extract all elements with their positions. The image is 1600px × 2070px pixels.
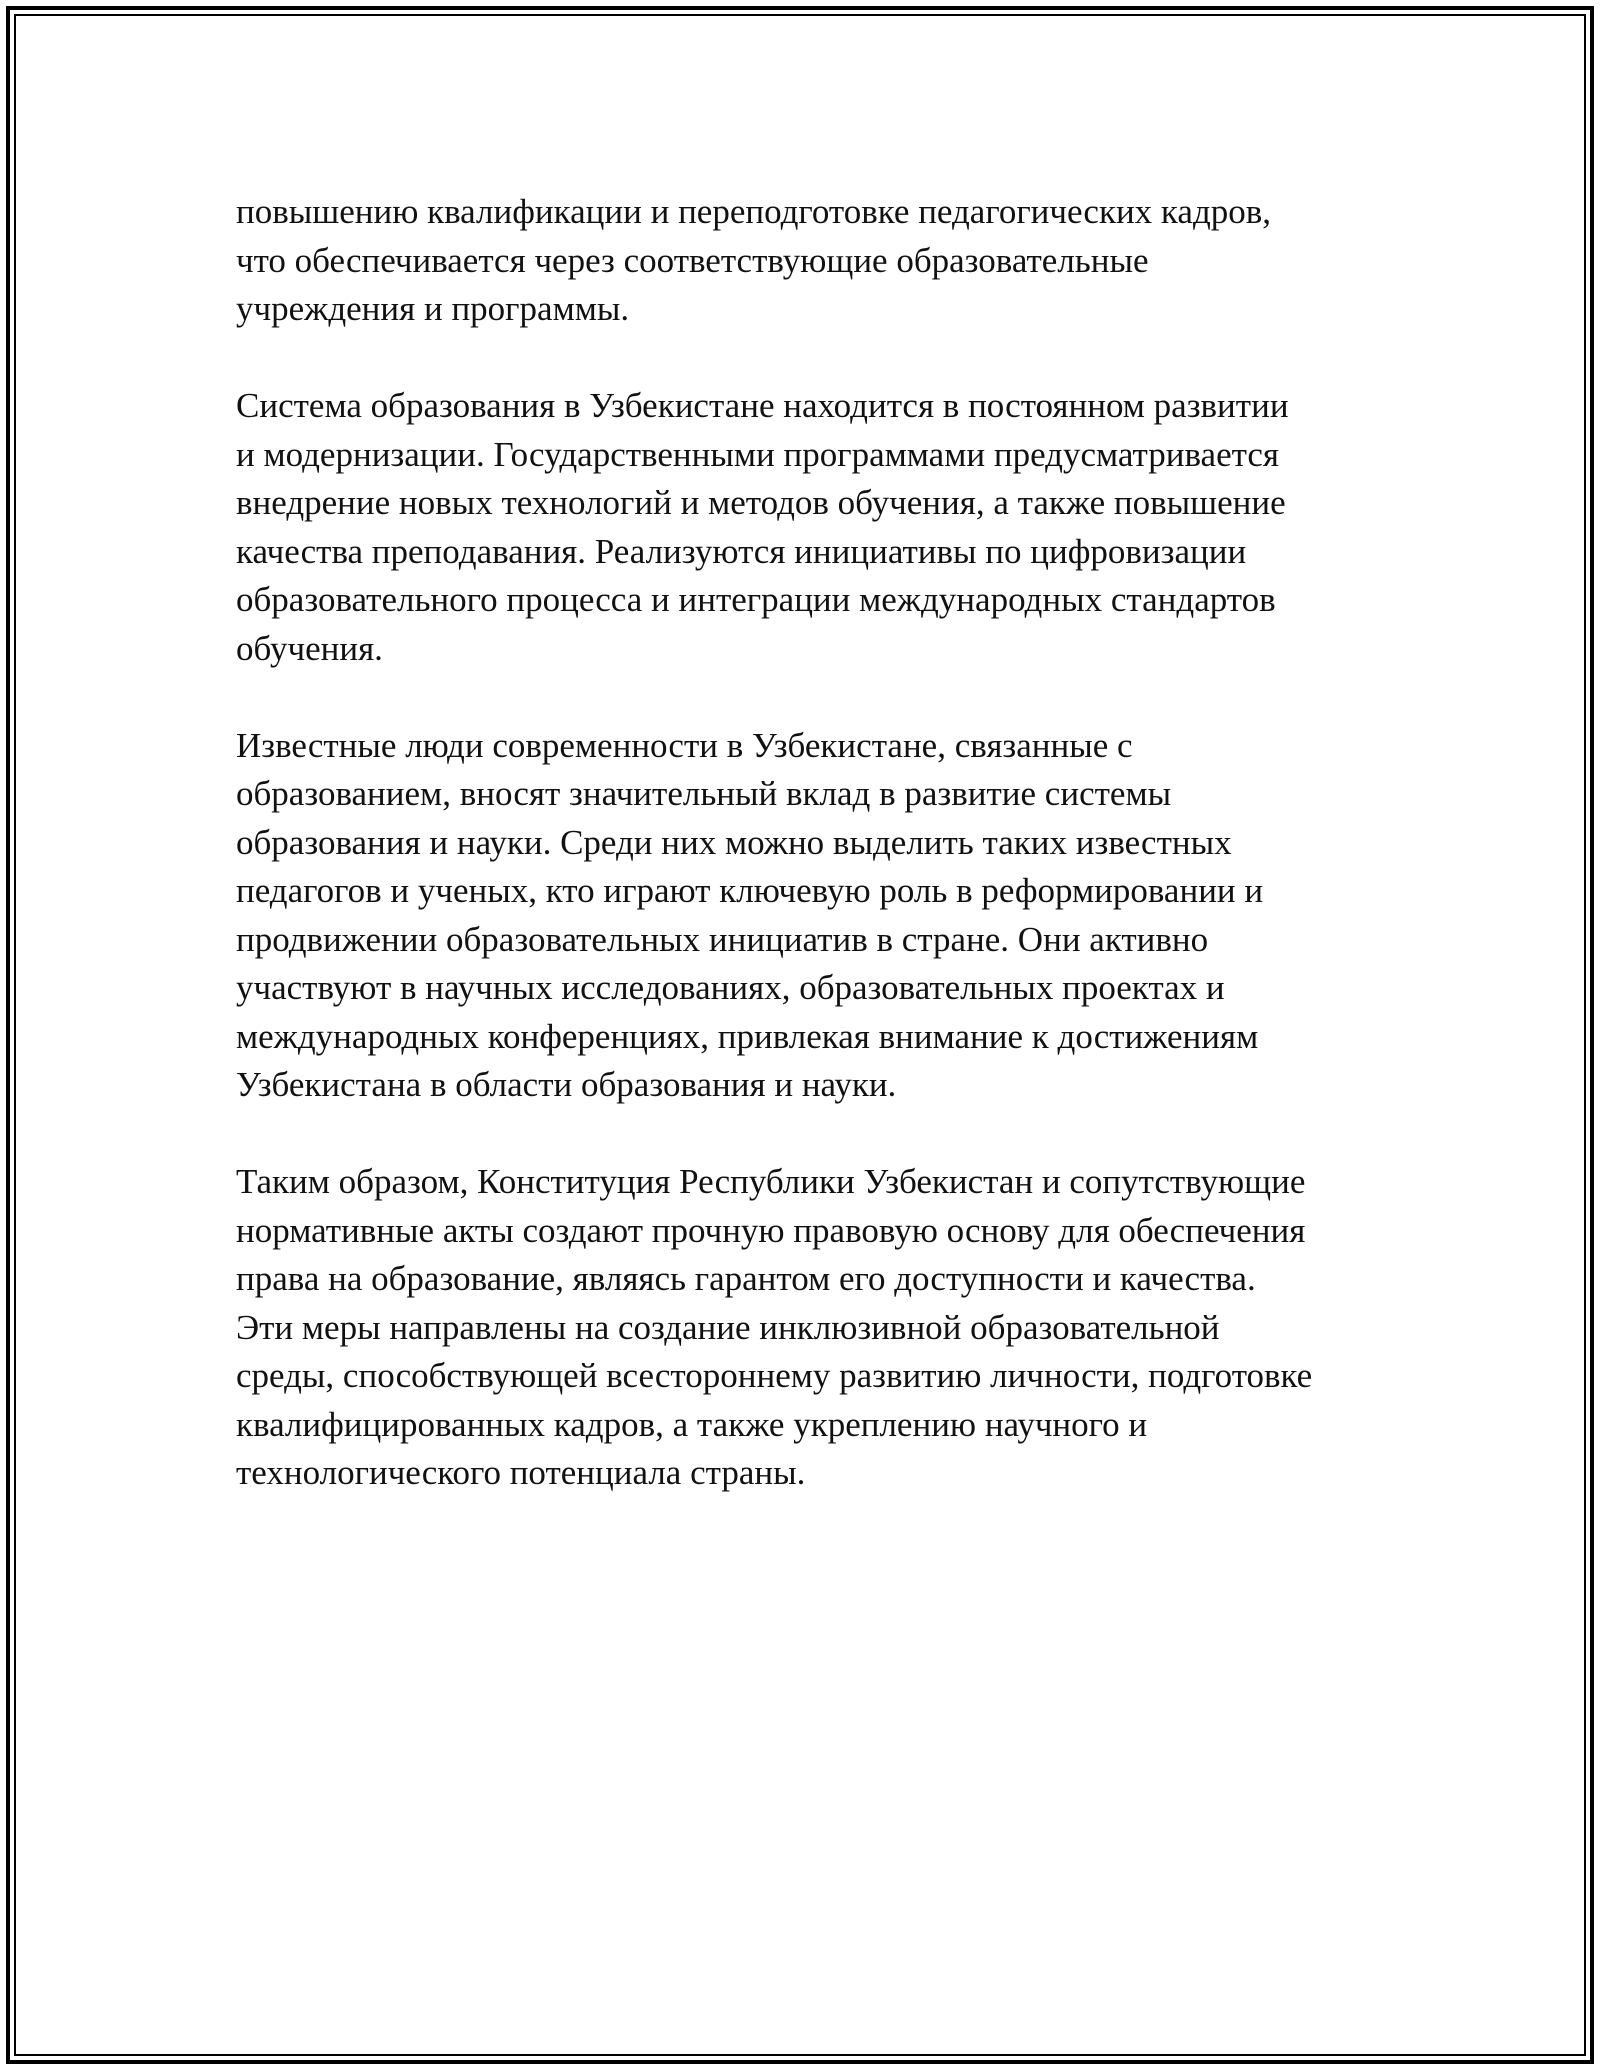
text-line: качества преподавания. Реализуются инициативы по цифровизации <box>236 531 1247 571</box>
text-line: внедрение новых технологий и методов обучения, а также повышение <box>236 483 1286 522</box>
document-body <box>236 188 1386 1546</box>
text-line: Узбекистана в области образования и науки. <box>236 1065 897 1104</box>
text-line: квалифицированных кадров, а также укреплению научного и <box>236 1404 1148 1444</box>
text-line: педагогов и ученых, кто играют ключевую роль в реформировании и <box>236 871 1264 910</box>
text-line: среды, способствующей всестороннему развитию личности, подготовке <box>236 1356 1313 1395</box>
text-line: учреждения и программы. <box>236 289 630 328</box>
text-line: обучения. <box>236 628 383 668</box>
text-line: что обеспечивается через соответствующие образовательные <box>236 240 1149 280</box>
text-line: нормативные акты создают прочную правовую основу для обеспечения <box>236 1210 1306 1250</box>
text-line: участвуют в научных исследованиях, образовательных проектах и <box>236 968 1225 1007</box>
text-line: продвижении образовательных инициатив в стране. Они активно <box>236 919 1209 959</box>
text-line: образовательного процесса и интеграции международных стандартов <box>236 580 1276 619</box>
paragraph-teacher-training <box>236 188 1386 334</box>
text-line: права на образование, являясь гарантом его доступности и качества. <box>236 1259 1256 1298</box>
text-line: технологического потенциала страны. <box>236 1453 806 1492</box>
text-line: Известные люди современности в Узбекистане, связанные с <box>236 725 1133 765</box>
text-line: образованием, вносят значительный вклад в развитие системы <box>236 774 1172 813</box>
text-line: Эти меры направлены на создание инклюзивной образовательной <box>236 1307 1220 1347</box>
text-line: международных конференциях, привлекая внимание к достижениям <box>236 1016 1259 1056</box>
text-line: повышению квалификации и переподготовке педагогических кадров, <box>236 192 1272 231</box>
text-line: образования и науки. Среди них можно выделить таких известных <box>236 822 1232 862</box>
paragraph-conclusion <box>236 1158 1386 1498</box>
paragraph-notable-people <box>236 722 1386 1110</box>
text-line: Таким образом, Конституция Республики Узбекистан и сопутствующие <box>236 1162 1306 1201</box>
paragraph-education-system <box>236 382 1386 673</box>
text-line: Система образования в Узбекистане находится в постоянном развитии <box>236 386 1289 425</box>
text-line: и модернизации. Государственными программами предусматривается <box>236 434 1279 474</box>
